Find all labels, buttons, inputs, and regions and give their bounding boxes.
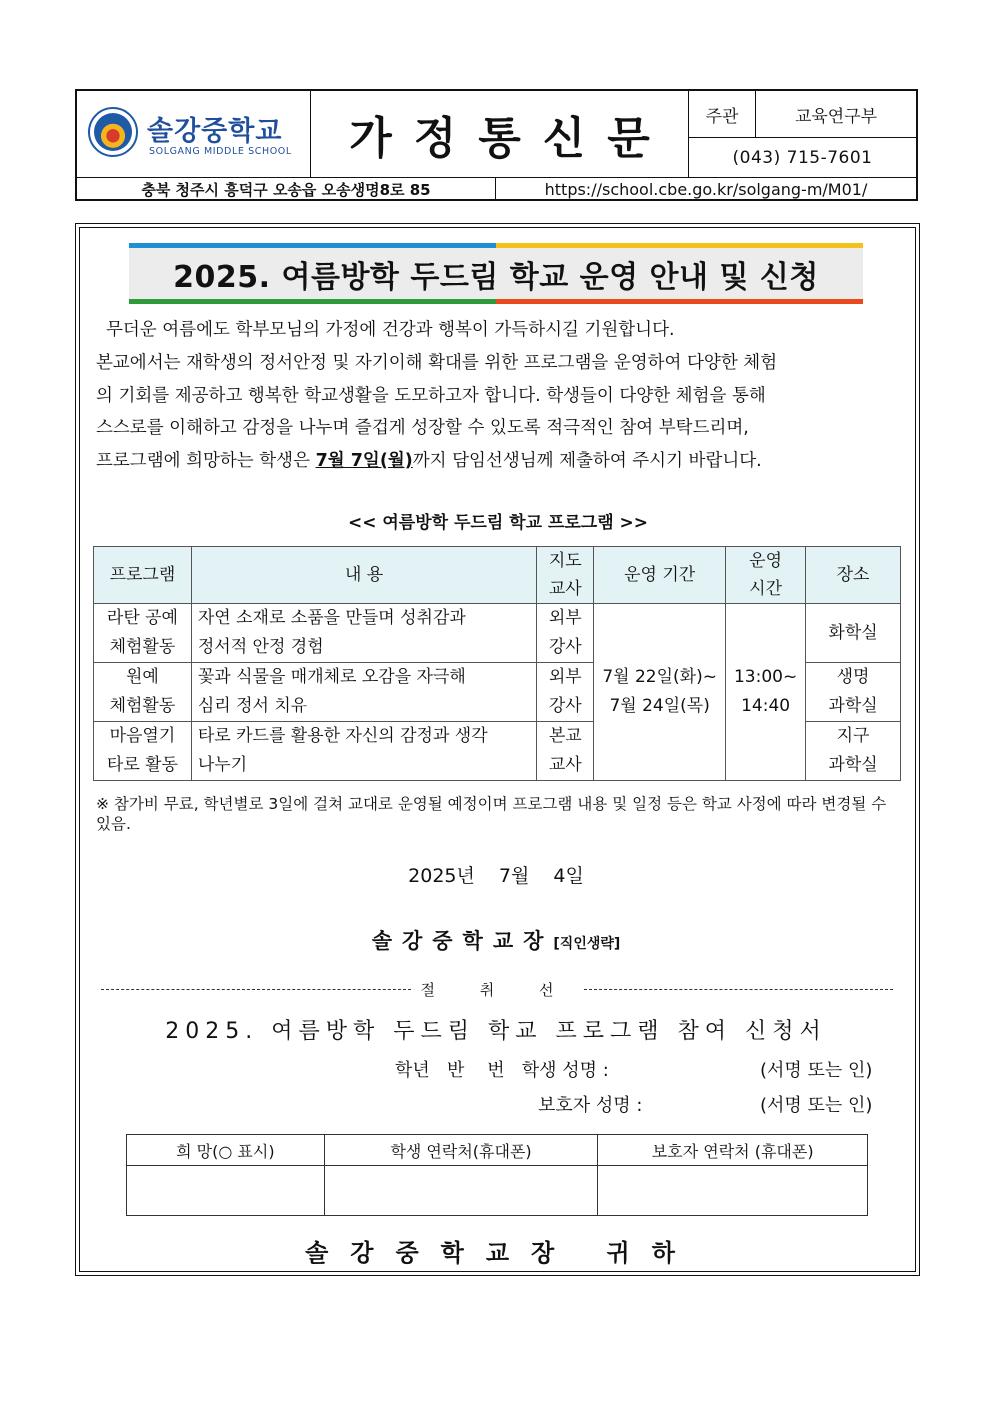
header-place: 장소 bbox=[806, 547, 901, 604]
principal-title: 솔강중학교장 bbox=[371, 929, 554, 953]
table-row bbox=[94, 604, 901, 663]
greeting-text: 무더운 여름에도 학부모님의 가정에 건강과 행복이 가득하시길 기원합니다. bbox=[106, 320, 675, 340]
application-table bbox=[126, 1134, 868, 1216]
program-name: 마음열기 타로 활동 bbox=[94, 722, 192, 781]
header-period: 운영 기간 bbox=[594, 547, 726, 604]
organizer-value: 교육연구부 bbox=[756, 91, 916, 138]
header-parent-contact: 보호자 연락처 (휴대폰) bbox=[598, 1135, 868, 1166]
program-content: 꽃과 식물을 매개체로 오감을 자극해 심리 정서 치유 bbox=[191, 663, 536, 722]
contact-phone: (043) 715-7601 bbox=[732, 147, 873, 168]
program-name: 라탄 공예 체험활동 bbox=[94, 604, 192, 663]
program-content: 타로 카드를 활용한 자신의 감정과 생각 나누기 bbox=[191, 722, 536, 781]
header-program: 프로그램 bbox=[94, 547, 192, 604]
program-table bbox=[93, 546, 901, 781]
school-emblem-icon bbox=[88, 107, 138, 157]
address-row bbox=[77, 177, 916, 200]
organizer-label: 주관 bbox=[689, 91, 756, 138]
principal-signature bbox=[0, 925, 992, 955]
program-table-title: << 여름방학 두드림 학교 프로그램 >> bbox=[347, 513, 649, 533]
application-input-row bbox=[127, 1166, 868, 1216]
header-content: 내 용 bbox=[191, 547, 536, 604]
program-note: ※ 참가비 무료, 학년별로 3일에 걸쳐 교대로 운영될 예정이며 프로그램 내용 및 일정 등은 학교 사정에 따라 변경될 수 있음. bbox=[96, 795, 887, 833]
program-time: 13:00~ 14:40 bbox=[726, 604, 806, 781]
notice-title-banner bbox=[129, 243, 863, 304]
school-address: 충북 청주시 흥덕구 오송읍 오송생명8로 85 bbox=[77, 178, 496, 200]
cut-line-label: 절 취 선 bbox=[420, 981, 574, 999]
program-period: 7월 22일(화)~ 7월 24일(목) bbox=[594, 604, 726, 781]
program-teacher: 외부 강사 bbox=[537, 663, 594, 722]
issue-date: 2025년 7월 4일 bbox=[408, 865, 584, 887]
application-form-title: 2025. 여름방학 두드림 학교 프로그램 참여 신청서 bbox=[165, 1019, 827, 1044]
application-header-row bbox=[127, 1135, 868, 1166]
body-line: 의 기회를 제공하고 행복한 학교생활을 도모하고자 합니다. 학생들이 다양한 체험을 통해 bbox=[96, 385, 766, 406]
student-info-line: 학년 반 번 학생 성명 : bbox=[395, 1060, 609, 1081]
newsletter-title-cell bbox=[311, 91, 689, 177]
cut-line bbox=[101, 979, 893, 1000]
closing-addressee: 솔강중학교장 귀하 bbox=[305, 1239, 697, 1267]
seal-omitted-note: [직인생략] bbox=[553, 936, 621, 952]
school-logo-block bbox=[77, 91, 311, 177]
body-line: 스스로를 이해하고 감정을 나누며 즐겁게 성장할 수 있도록 적극적인 참여 부탁드리며, bbox=[96, 418, 749, 438]
program-content: 자연 소재로 소품을 만들며 성취감과 정서적 안정 경험 bbox=[191, 604, 536, 663]
parent-sign-label: (서명 또는 인) bbox=[760, 1095, 873, 1116]
deadline-line: 프로그램에 희망하는 학생은 7월 7일(월)까지 담임선생님께 제출하여 주시기 바랍니다. bbox=[96, 450, 762, 471]
header-student-contact: 학생 연락처(휴대폰) bbox=[324, 1135, 598, 1166]
wish-field[interactable] bbox=[127, 1166, 325, 1216]
program-teacher: 외부 강사 bbox=[537, 604, 594, 663]
notice-body bbox=[96, 347, 900, 477]
program-name: 원예 체험활동 bbox=[94, 663, 192, 722]
student-contact-field[interactable] bbox=[324, 1166, 598, 1216]
school-name-english: SOLGANG MIDDLE SCHOOL bbox=[149, 146, 292, 157]
student-sign-label: (서명 또는 인) bbox=[760, 1060, 873, 1081]
school-url[interactable]: https://school.cbe.go.kr/solgang-m/M01/ bbox=[544, 179, 868, 199]
parent-info-line: 보호자 성명 : bbox=[538, 1095, 643, 1116]
school-name: 솔강중학교 bbox=[147, 116, 283, 147]
notice-title: 2025. 여름방학 두드림 학교 운영 안내 및 신청 bbox=[173, 259, 819, 295]
body-line: 본교에서는 재학생의 정서안정 및 자기이해 확대를 위한 프로그램을 운영하여 다양한 체험 bbox=[96, 353, 778, 373]
header-time: 운영 시간 bbox=[726, 547, 806, 604]
program-teacher: 본교 교사 bbox=[537, 722, 594, 781]
table-header-row bbox=[94, 547, 901, 604]
parent-contact-field[interactable] bbox=[598, 1166, 868, 1216]
header-teacher: 지도 교사 bbox=[537, 547, 594, 604]
program-place: 생명 과학실 bbox=[806, 663, 901, 722]
newsletter-title: 가정통신문 bbox=[349, 113, 672, 164]
newsletter-header bbox=[75, 89, 918, 201]
header-wish: 희 망(○ 표시) bbox=[127, 1135, 325, 1166]
deadline-date: 7월 7일(월) bbox=[315, 450, 413, 471]
program-place: 지구 과학실 bbox=[806, 722, 901, 781]
program-place: 화학실 bbox=[806, 604, 901, 663]
